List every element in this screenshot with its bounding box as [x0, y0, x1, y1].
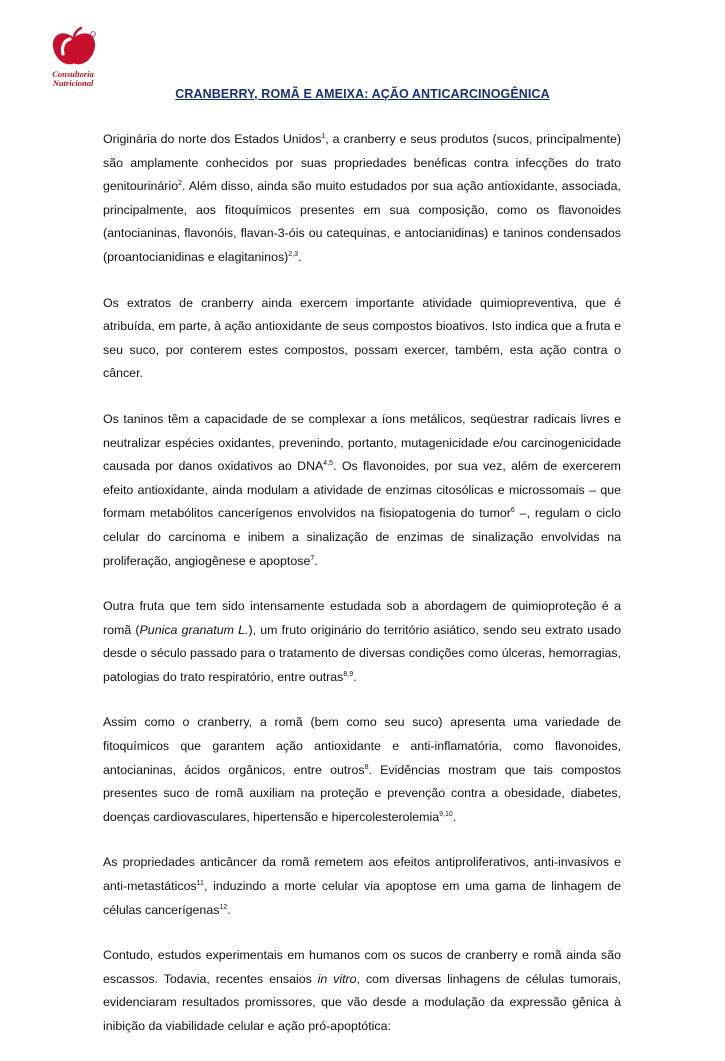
citation: 6 [510, 507, 515, 515]
logo-line-1: Consultoria [52, 69, 94, 79]
citation: 2,3 [288, 250, 299, 258]
citation: 1 [321, 132, 326, 140]
citation: 2 [178, 180, 182, 188]
paragraph-7: Contudo, estudos experimentais em humanos com os sucos de cranberry e romã ainda são escassos. Todavia, recentes ensaios in vitro, com diversas linhagens de células tumorais, evidenciaram resultados promissores, que vão desde a modulação da expressão gênica à inibição da viabilidade celular e ação pró-apoptótica: [103, 948, 621, 1033]
citation: 9,10 [439, 810, 453, 818]
logo-wordmark [40, 70, 106, 88]
citation: 8,9 [343, 670, 354, 678]
paragraph-4: Outra fruta que tem sido intensamente estudada sob a abordagem de quimioproteção é a romã (Punica granatum L.), um fruto originário do território asiático, sendo seu extrato usado desde o século passado para o tratamento de diversas condições como úlceras, hemorragias, patologias do trato respiratório, entre outras$^{8,9}$. [103, 599, 621, 684]
paragraph-6: As propriedades anticâncer da romã remetem aos efeitos antiproliferativos, anti-invasivos e anti-metastáticos$^{11}$, induzindo a morte celular via apoptose em uma gama de linhagem de células cancerígenas$^{12}$. [103, 855, 621, 917]
citation: 4,5 [323, 460, 334, 467]
citation: 11 [196, 879, 204, 887]
paragraph-2: Os extratos de cranberry ainda exercem importante atividade quimiopreventiva, que é atribuída, em parte, à ação antioxidante de seus compostos bioativos. Isto indica que a fruta e seu suco, por conterem estes compostos, possam exercer, também, esta ação contra o câncer. [103, 295, 621, 381]
document-body [103, 128, 621, 1061]
latin-term: in vitro [317, 971, 357, 986]
paragraph-1: Originária do norte dos Estados Unidos$^1$, a cranberry e seus produtos (sucos, principalmente) são amplamente conhecidos por suas propriedades benéficas contra infecções do trato genitourinário$^2$. Além disso, ainda são muito estudados por sua ação antioxidante, associada, principalmente, aos fitoquímicos presentes em sua composição, como os flavonoides (antocianinas, flavonóis, flavan-3-óis ou catequinas, e antocianidinas) e taninos condensados (proantocianidinas e elagitaninos)$^{2,3}$. [103, 132, 621, 264]
paragraph-5: Assim como o cranberry, a romã (bem como seu suco) apresenta uma variedade de fitoquímicos que garantem ação antioxidante e anti-inflamatória, como flavonoides, antocianinas, ácidos orgânicos, entre outros$^8$. Evidências mostram que tais compostos presentes suco de romã auxiliam na proteção e prevenção contra a obesidade, diabetes, doenças cardiovasculares, hipertensão e hipercolesterolemia$^{9,10}$. [103, 715, 622, 824]
paragraph-3: Os taninos têm a capacidade de se complexar a íons metálicos, seqüestrar radicais livres e neutralizar espécies oxidantes, prevenindo, portanto, mutagenicidade e/ou carcinogenicidade causada por danos oxidativos ao DNA$^{4,5}$. Os flavonoides, por sua vez, além de exercerem efeito antioxidante, ainda modulam a atividade de enzimas citosólicas e microssomais – que formam metabólitos cancerígenos envolvidos na fisiopatogenia do tumor$^6$ –, regulam o ciclo celular do carcinoma e inibem a sinalização de enzimas de sinalização envolvidas na proliferação, angiogênese e apoptose$^7$. [103, 411, 621, 568]
apple-logo-icon [50, 26, 98, 72]
species-name: Punica granatum L. [139, 622, 249, 637]
citation: 12 [219, 903, 228, 911]
citation: 8 [364, 763, 369, 771]
document-title: CRANBERRY, ROMÃ E AMEIXA: AÇÃO ANTICARCINOGÊNICA [175, 87, 550, 101]
citation: 7 [310, 554, 315, 562]
logo-line-2: Nutricional [52, 78, 94, 88]
